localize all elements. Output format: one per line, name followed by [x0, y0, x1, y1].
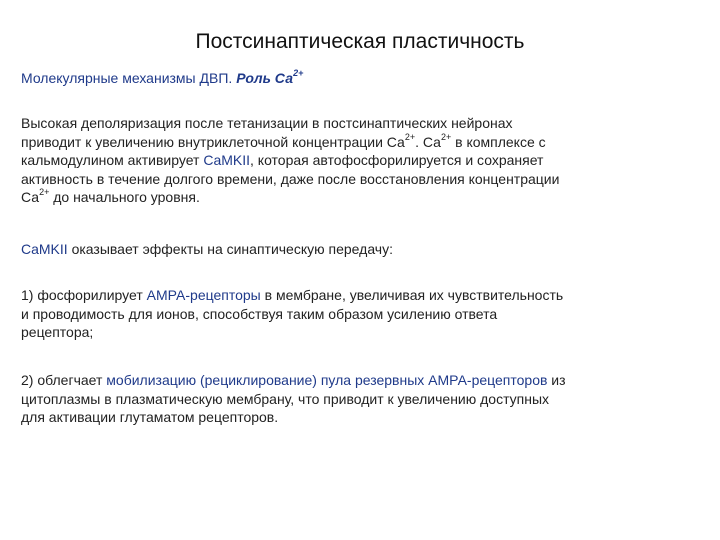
text-line: рецептора; [21, 324, 94, 340]
text-line: активность в течение долгого времени, даже после восстановления концентрации [21, 170, 560, 187]
mobilization-term: мобилизацию (рециклирование) пула резервных АМРА-рецепторов [106, 372, 548, 388]
paragraph-depolarization [21, 114, 681, 207]
ampa-term: АМРА-рецепторы [146, 287, 261, 303]
text-line: 2) облегчает мобилизацию (рециклирование) пула резервных АМРА-рецепторов из [21, 372, 566, 388]
text-line: $Са^{2+}$ до начального уровня. [21, 187, 200, 205]
text-line: цитоплазмы в плазматическую мембрану, что приводит к увеличению доступных [21, 390, 550, 407]
paragraph-effect-2 [21, 371, 681, 427]
subtitle-role: Роль $Са^{2+}$ [236, 68, 304, 86]
subtitle-prefix: Молекулярные механизмы ДВП. [21, 70, 233, 86]
page-title: Постсинаптическая пластичность [195, 30, 525, 53]
camkii-term: CaMKII [203, 152, 251, 168]
paragraph-camkii-effects [21, 240, 681, 259]
camkii-term: CaMKII [21, 241, 68, 257]
subtitle [21, 70, 303, 86]
paragraph-effect-1 [21, 286, 681, 342]
text-line: для активации глутаматом рецепторов. [21, 409, 279, 425]
text-line: 1) фосфорилирует АМРА-рецепторы в мембране, увеличивая их чувствительность [21, 287, 564, 303]
text-line: и проводимость для ионов, способствуя таким образом усилению ответа [21, 305, 498, 322]
text-line: кальмодулином активирует CaMKII, которая автофосфорилируется и сохраняет [21, 152, 544, 168]
text-line: приводит к увеличению внутриклеточной концентрации $Са^{2+}$. $Са^{2+}$ в комплексе с [21, 131, 546, 150]
text-line: Высокая деполяризация после тетанизации в постсинаптических нейронах [21, 115, 513, 131]
text-line: CaMKII оказывает эффекты на синаптическую передачу: [21, 241, 393, 257]
